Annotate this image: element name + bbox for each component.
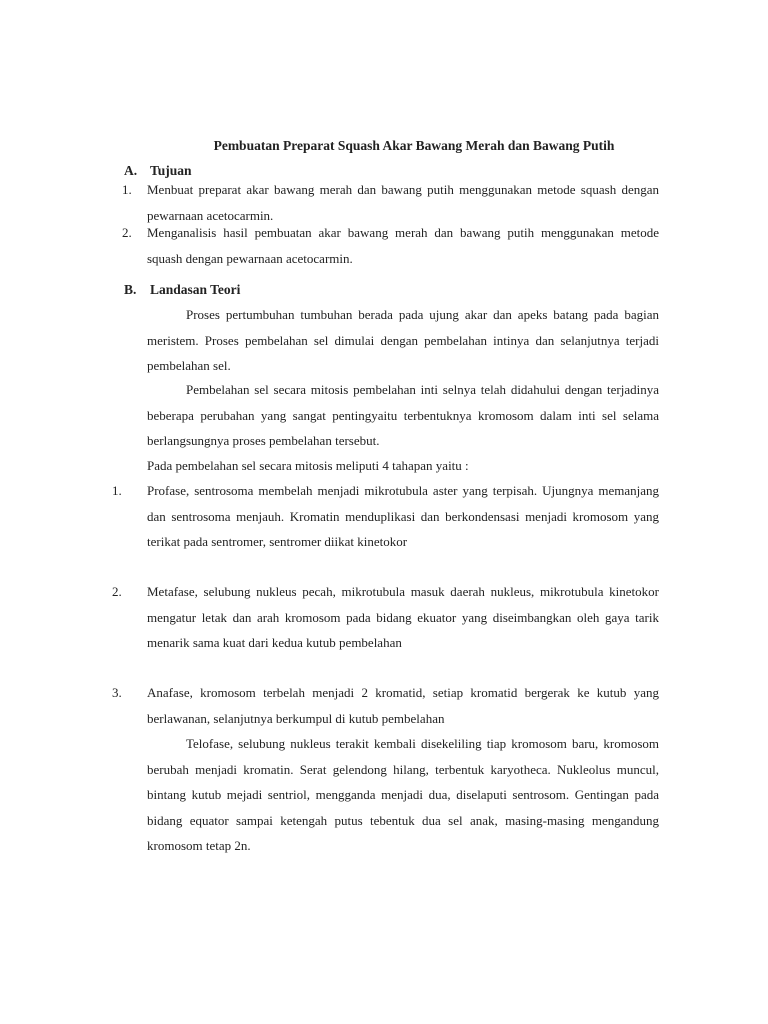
tujuan-item-1-number: 1. <box>122 182 132 197</box>
stage-item-3 <box>112 680 659 731</box>
landasan-paragraph-2-last-line: Pada pembelahan sel secara mitosis meliputi 4 tahapan yaitu : <box>147 458 469 473</box>
stage-item-2 <box>112 579 659 656</box>
section-a-title: Tujuan <box>150 163 192 178</box>
landasan-paragraph-1: Proses pertumbuhan tumbuhan berada pada ujung akar dan apeks batang pada bagian meristem. Proses pembelahan sel dimulai dengan pembelahan intinya dan selanjutnya terjadi pembelahan sel. <box>147 307 659 373</box>
tujuan-item-2 <box>122 220 659 271</box>
section-a-letter: A. <box>124 163 138 178</box>
landasan-paragraph-2: Pembelahan sel secara mitosis pembelahan inti selnya telah didahului dengan terjadinya beberapa perubahan yang sangat pentingyaitu terbentuknya kromosom dalam inti sel selama berlangsungnya proses pembelahan tersebut. <box>147 382 659 448</box>
telofase-paragraph: Telofase, selubung nukleus terakit kembali disekeliling tiap kromosom baru, kromosom berubah menjadi kromatin. Serat gelendong hilang, terbentuk karyotheca. Nukleolus muncul, bintang kutub mejadi sentriol, mengganda menjadi dua, diselaputi sentrosom. Gentingan pada bidang equator sampai ketengah putus tebentuk dua sel anak, masing-masing mengandung kromosom tetap 2n. <box>147 736 659 853</box>
document-title: Pembuatan Preparat Squash Akar Bawang Merah dan Bawang Putih <box>213 138 615 153</box>
stage-item-2-number: 2. <box>112 584 122 599</box>
stage-item-3-number: 3. <box>112 685 122 700</box>
tujuan-item-2-text: Menganalisis hasil pembuatan akar bawang merah dan bawang putih menggunakan metode squash dengan pewarnaan acetocarmin. <box>147 225 659 266</box>
stage-item-1-text: Profase, sentrosoma membelah menjadi mikrotubula aster yang terpisah. Ujungnya memanjang dan sentrosoma menjauh. Kromatin menduplikasi dan berkondensasi menjadi kromosom yang terikat pada sentromer, sentromer diikat kinetokor <box>147 483 659 549</box>
stage-item-1-number: 1. <box>112 483 122 498</box>
stage-item-3-text: Anafase, kromosom terbelah menjadi 2 kromatid, setiap kromatid bergerak ke kutub yang berlawanan, selanjutnya berkumpul di kutub pembelahan <box>147 685 659 726</box>
tujuan-item-2-number: 2. <box>122 225 132 240</box>
stage-item-2-text: Metafase, selubung nukleus pecah, mikrotubula masuk daerah nukleus, mikrotubula kinetokor mengatur letak dan arah kromosom pada bidang ekuator yang diseimbangkan oleh gaya tarik menarik sama kuat dari kedua kutub pembelahan <box>147 584 659 650</box>
tujuan-item-1-text: Menbuat preparat akar bawang merah dan bawang putih menggunakan metode squash dengan pewarnaan acetocarmin. <box>147 182 659 223</box>
section-b-heading <box>124 282 240 298</box>
section-b-letter: B. <box>124 282 137 297</box>
section-b-title: Landasan Teori <box>150 282 241 297</box>
stage-item-1 <box>112 478 659 555</box>
